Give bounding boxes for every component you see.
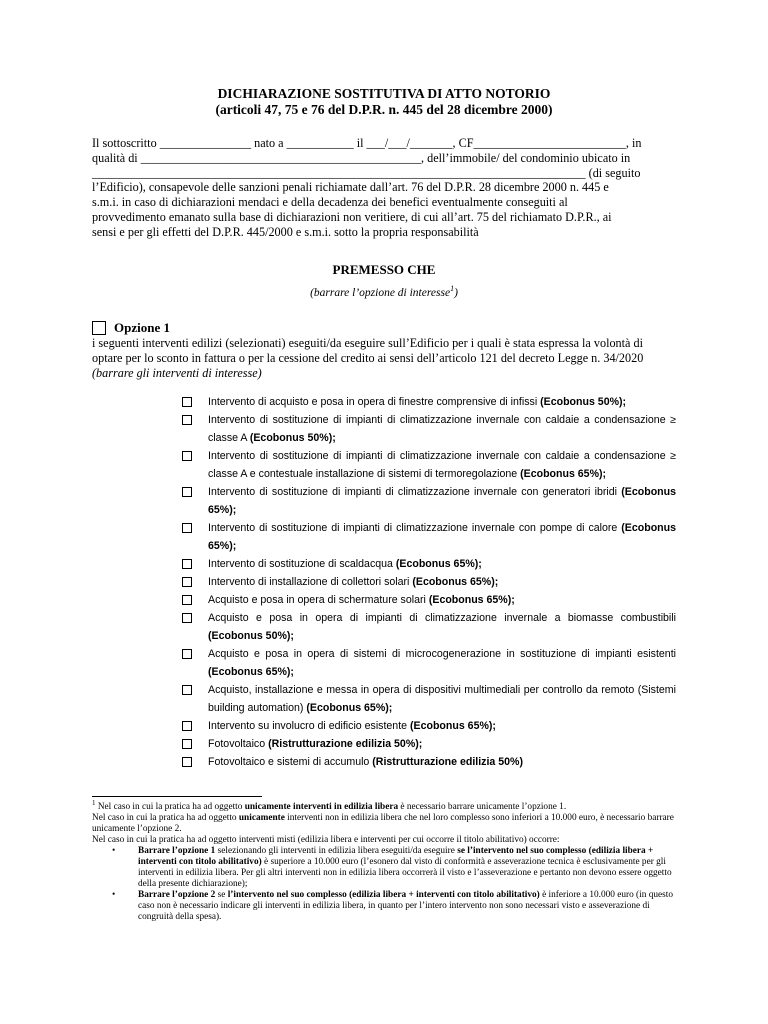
- intervention-item: Intervento di sostituzione di impianti di climatizzazione invernale con pompe di calore (Ecobonus 65%);: [182, 519, 676, 555]
- intervention-checkbox[interactable]: [182, 757, 192, 767]
- document-title: DICHIARAZIONE SOSTITUTIVA DI ATTO NOTORIO: [217, 86, 551, 101]
- intervention-item: Intervento di sostituzione di impianti di climatizzazione invernale con caldaie a condensazione ≥ classe A (Ecobonus 50%);: [182, 411, 676, 447]
- intervention-checkbox[interactable]: [182, 487, 192, 497]
- footnote-ref: 1: [450, 284, 455, 293]
- footnotes: [92, 798, 676, 923]
- intro-line: _________________________________________________________________________________ (di seguito: [92, 165, 641, 180]
- option-1-body: [92, 336, 658, 381]
- intervention-checkbox[interactable]: [182, 721, 192, 731]
- intervention-item: Acquisto e posa in opera di impianti di climatizzazione invernale a biomasse combustibili (Ecobonus 50%);: [182, 609, 676, 645]
- intervention-item: Fotovoltaico e sistemi di accumulo (Ristrutturazione edilizia 50%): [182, 753, 676, 771]
- footnote-1: $^1$ Nel caso in cui la pratica ha ad oggetto unicamente interventi in edilizia libera è necessario barrare unicamente l’opzione 1.: [92, 799, 567, 813]
- intro-line: s.m.i. in caso di dichiarazioni mendaci e della decadenza dei benefici eventualmente conseguiti al: [92, 195, 568, 210]
- intervention-checkbox[interactable]: [182, 613, 192, 623]
- intervention-checkbox[interactable]: [182, 559, 192, 569]
- intervention-checkbox[interactable]: [182, 523, 192, 533]
- intervention-checkbox[interactable]: [182, 397, 192, 407]
- footnote-2: Nel caso in cui la pratica ha ad oggetto unicamente interventi non in edilizia libera che nel loro complesso sono inferiori a 10.000 euro, è necessario barrare unicamente l’opzione 2.: [92, 813, 674, 835]
- intervention-item: Intervento di acquisto e posa in opera di finestre comprensive di infissi (Ecobonus 50%);: [182, 393, 676, 411]
- intervention-checkbox[interactable]: [182, 649, 192, 659]
- bullet-icon: •: [112, 846, 116, 857]
- interventions-list: [182, 393, 676, 771]
- intro-line: l’Edificio), consapevole delle sanzioni penali richiamate dall’art. 76 del D.P.R. 28 dicembre 2000 n. 445 e: [92, 180, 609, 195]
- option-1-heading: [92, 320, 170, 336]
- intervention-checkbox[interactable]: [182, 415, 192, 425]
- intervention-item: Intervento di installazione di collettori solari (Ecobonus 65%);: [182, 573, 676, 591]
- intervention-checkbox[interactable]: [182, 685, 192, 695]
- document-subtitle: (articoli 47, 75 e 76 del D.P.R. n. 445 del 28 dicembre 2000): [215, 102, 553, 117]
- intervention-item: Acquisto, installazione e messa in opera di dispositivi multimediali per controllo da remoto (Sistemi building automation) (Ecobonus 65%);: [182, 681, 676, 717]
- intervention-item: Fotovoltaico (Ristrutturazione edilizia 50%);: [182, 735, 676, 753]
- footnote-bullet: • Barrare l’opzione 1 selezionando gli interventi in edilizia libera eseguiti/da eseguire se l’intervento nel suo complesso (edilizia libera + interventi con titolo abilitativo) è superiore a 10.000 euro (l’esonero dal visto di conformità e asseverazione tecnica è esclusivamente per gli interventi in edilizia libera. Per gli altri interventi non in edilizia libera occorrerà il visto e l’asseverazione e pertanto non devono essere oggetto della presente dichiarazione);: [112, 846, 672, 890]
- intro-line: sensi e per gli effetti del D.P.R. 445/2000 e s.m.i. sotto la propria responsabilità: [92, 224, 479, 239]
- footnote-separator: [92, 796, 262, 797]
- option-1-note: (barrare gli interventi di interesse): [92, 366, 262, 380]
- intro-line: qualità di ______________________________________________, dell’immobile/ del condominio ubicato in: [92, 150, 631, 165]
- intervention-checkbox[interactable]: [182, 739, 192, 749]
- intervention-item: Intervento di sostituzione di impianti di climatizzazione invernale con caldaie a condensazione ≥ classe A e contestuale installazione di sistemi di termoregolazione (Ecobonus 65%);: [182, 447, 676, 483]
- option-1-checkbox[interactable]: [92, 321, 106, 335]
- option-1-line: optare per lo sconto in fattura o per la cessione del credito ai sensi dell’articolo 121 del decreto Legge n. 34/2020: [92, 351, 644, 365]
- intervention-item: Intervento di sostituzione di impianti di climatizzazione invernale con generatori ibridi (Ecobonus 65%);: [182, 483, 676, 519]
- intervention-item: Acquisto e posa in opera di schermature solari (Ecobonus 65%);: [182, 591, 676, 609]
- intervention-checkbox[interactable]: [182, 451, 192, 461]
- intervention-item: Intervento di sostituzione di scaldacqua (Ecobonus 65%);: [182, 555, 676, 573]
- intervention-checkbox[interactable]: [182, 595, 192, 605]
- option-1-title: Opzione 1: [114, 320, 170, 335]
- premesso-heading: PREMESSO CHE: [332, 262, 436, 277]
- declarant-paragraph: [92, 136, 658, 240]
- premesso-instruction: (barrare l’opzione di interesse$^1$): [310, 284, 458, 299]
- intro-line: Il sottoscritto _______________ nato a ___________ il ___/___/_______, CF_________________________, in: [92, 136, 642, 150]
- option-1-line: i seguenti interventi edilizi (selezionati) eseguiti/da eseguire sull’Edificio per i quali è stata espressa la volontà di: [92, 336, 643, 350]
- intervention-checkbox[interactable]: [182, 577, 192, 587]
- footnote-3: Nel caso in cui la pratica ha ad oggetto interventi misti (edilizia libera e interventi per cui occorre il titolo abilitativo) occorre:: [92, 835, 560, 846]
- intro-line: provvedimento emanato sulla base di dichiarazioni non veritiere, di cui all’art. 75 del richiamato D.P.R., ai: [92, 209, 612, 224]
- footnote-bullet: • Barrare l’opzione 2 se l’intervento nel suo complesso (edilizia libera + interventi con titolo abilitativo) è inferiore a 10.000 euro (in questo caso non è necessario indicare gli interventi in edilizia libera, in quanto per l’intero intervento non sono necessari visto e asseverazione di congruità della spesa).: [112, 890, 673, 923]
- intervention-item: Acquisto e posa in opera di sistemi di microcogenerazione in sostituzione di impianti esistenti (Ecobonus 65%);: [182, 645, 676, 681]
- intervention-item: Intervento su involucro di edificio esistente (Ecobonus 65%);: [182, 717, 676, 735]
- bullet-icon: •: [112, 890, 116, 901]
